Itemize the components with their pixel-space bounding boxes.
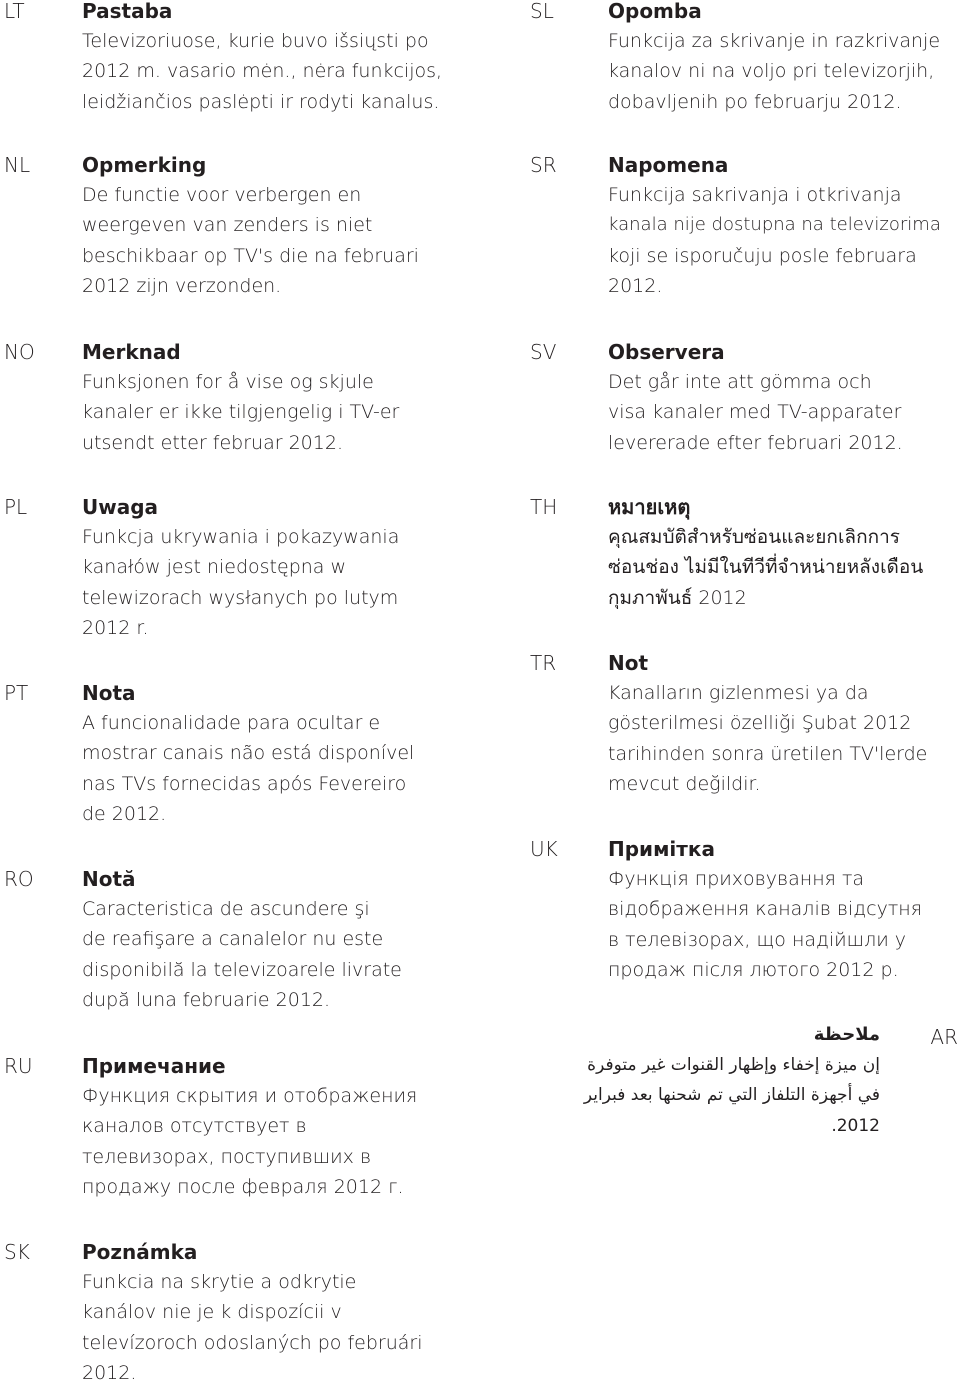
note-line: Caracteristica de ascundere şi	[82, 898, 370, 920]
note-line: kanalov ni na voljo pri televizorjih,	[608, 60, 935, 83]
note-line: mostrar canais não está disponível	[82, 742, 415, 765]
entry-no	[4, 337, 464, 458]
language-code: SL	[530, 0, 554, 23]
note-line: dobavljenih po februarju 2012.	[608, 90, 902, 113]
language-code: LT	[4, 0, 25, 23]
language-code: TH	[530, 495, 558, 519]
entry-uk	[530, 834, 958, 985]
note-line: продажу после февраля 2012 г.	[82, 1175, 404, 1198]
entry-sl	[530, 0, 958, 117]
note-line: คุณสมบัติสำหรับซ่อนและยกเลิกการ	[608, 526, 900, 548]
entry-pt	[4, 678, 464, 829]
note-line: A funcionalidade para ocultar e	[82, 712, 381, 734]
note-line: 2012 zijn verzonden.	[82, 274, 282, 297]
note-line: 2012.	[831, 1115, 880, 1136]
note-title: Примечание	[82, 1054, 226, 1078]
entry-sk	[4, 1237, 464, 1388]
note-title: Opomba	[608, 0, 702, 23]
note-line: levererade efter februari 2012.	[608, 431, 903, 454]
note-line: de reafişare a canalelor nu este	[82, 928, 384, 951]
entry-pl	[4, 492, 464, 643]
note-title: Observera	[608, 340, 725, 364]
entry-sr	[530, 150, 958, 301]
note-title: Примітка	[608, 837, 715, 861]
language-code: NO	[4, 340, 35, 364]
note-line: kanaler er ikke tilgjengelig i TV-er	[82, 401, 400, 424]
note-line: koji se isporučuju posle februara	[608, 244, 917, 267]
note-title: Uwaga	[82, 495, 159, 519]
note-line: de 2012.	[82, 802, 167, 825]
note-line: ซ่อนช่อง ไม่มีในทีวีที่จำหน่ายหลังเดือน	[608, 556, 924, 579]
note-title: Nota	[82, 681, 136, 705]
note-line: disponibilă la televizoarele livrate	[82, 958, 402, 981]
note-line: telewizorach wysłanych po lutym	[82, 586, 399, 609]
note-line: إن ميزة إخفاء وإظهار القنوات غير متوفرة	[587, 1055, 880, 1075]
note-line: продаж після лютого 2012 р.	[608, 958, 899, 981]
note-line: في أجهزة التلفاز التي تم شحنها بعد فبراير	[583, 1085, 880, 1106]
note-line: după luna februarie 2012.	[82, 988, 331, 1011]
note-line: Kanalların gizlenmesi ya da	[608, 682, 869, 704]
entry-ro	[4, 864, 464, 1015]
note-line: gösterilmesi özelliği Şubat 2012	[608, 712, 912, 735]
language-code: SV	[530, 340, 557, 364]
note-line: De functie voor verbergen en	[82, 184, 362, 206]
note-line: Funkcija za skrivanje in razkrivanje	[608, 30, 941, 52]
note-line: leidžiančios paslėpti ir rodyti kanalus.	[82, 90, 440, 113]
entry-ru	[4, 1051, 464, 1202]
entry-th	[530, 492, 958, 613]
language-code: PT	[4, 681, 29, 705]
language-code: TR	[530, 651, 557, 675]
note-title: Notă	[82, 867, 136, 891]
entry-sv	[530, 337, 958, 458]
note-title: Not	[608, 651, 649, 675]
entry-ar	[530, 1020, 958, 1150]
language-code: SK	[4, 1240, 30, 1264]
note-line: kanálov nie je k dispozícii v	[82, 1301, 342, 1324]
language-code: NL	[4, 153, 31, 177]
note-line: Funkcija sakrivanja i otkrivanja	[608, 184, 902, 206]
note-line: телевизорах, поступивших в	[82, 1145, 372, 1168]
note-title: Napomena	[608, 153, 729, 177]
note-line: в телевізорах, що надійшли у	[608, 928, 907, 951]
language-code: AR	[930, 1025, 958, 1049]
note-line: beschikbaar op TV's die na februari	[82, 244, 419, 267]
note-title: Poznámka	[82, 1240, 198, 1264]
language-code: SR	[530, 153, 557, 177]
note-line: nas TVs fornecidas após Fevereiro	[82, 772, 407, 795]
note-line: Funkcja ukrywania i pokazywania	[82, 526, 400, 548]
note-line: каналов отсутствует в	[82, 1115, 307, 1138]
note-line: Функція приховування та	[608, 868, 865, 890]
note-line: 2012 r.	[82, 616, 149, 639]
note-line: kanala nije dostupna na televizorima	[608, 214, 941, 236]
note-line: 2012.	[82, 1361, 137, 1384]
language-code: RO	[4, 867, 34, 891]
note-line: utsendt etter februar 2012.	[82, 431, 343, 454]
note-line: Det går inte att gömma och	[608, 371, 872, 393]
note-line: weergeven van zenders is niet	[82, 214, 373, 237]
note-line: Televizoriuose, kurie buvo išsiųsti po	[82, 30, 429, 52]
note-line: Funkcia na skrytie a odkrytie	[82, 1271, 357, 1293]
note-line: kanałów jest niedostępna w	[82, 556, 347, 579]
entry-nl	[4, 150, 464, 301]
note-title: หมายเหตุ	[608, 495, 691, 519]
language-code: RU	[4, 1054, 33, 1078]
note-title: Pastaba	[82, 0, 173, 23]
entry-tr	[530, 648, 958, 799]
note-line: กุมภาพันธ์ 2012	[608, 586, 747, 609]
note-title: Opmerking	[82, 153, 207, 177]
language-code: PL	[4, 495, 28, 519]
note-line: Funksjonen for å vise og skjule	[82, 371, 374, 393]
note-line: відображення каналів відсутня	[608, 898, 922, 921]
entry-lt	[4, 0, 464, 117]
note-line: Функция скрытия и отображения	[82, 1085, 418, 1107]
note-line: mevcut değildir.	[608, 772, 761, 795]
note-title: Merknad	[82, 340, 181, 364]
note-line: televízoroch odoslaných po februári	[82, 1331, 423, 1354]
note-line: 2012 m. vasario mėn., nėra funkcijos,	[82, 60, 443, 83]
note-line: visa kanaler med TV-apparater	[608, 401, 902, 424]
note-line: 2012.	[608, 274, 663, 297]
note-line: tarihinden sonra üretilen TV'lerde	[608, 742, 928, 765]
language-code: UK	[530, 837, 558, 861]
note-title: ملاحظة	[813, 1024, 880, 1045]
